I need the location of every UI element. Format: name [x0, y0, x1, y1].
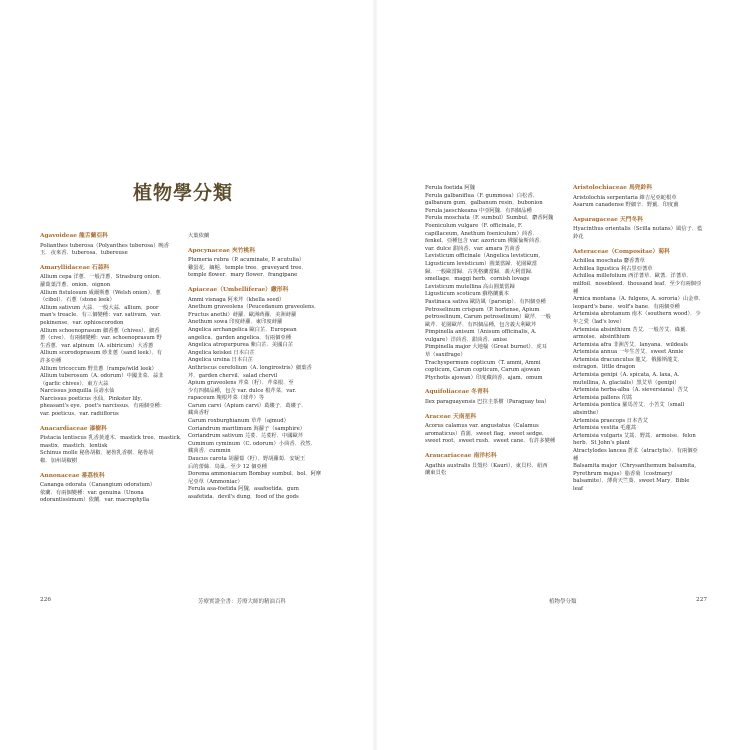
species-entry-line: Artemisia vulgaris 艾蒿．野蒿．armoise．felon — [573, 432, 696, 439]
species-entry-line: Schinus molle 秘魯胡椒．祕魯乳香樹．秘魯胡 — [40, 450, 154, 457]
species-entry-line: Ferula jaeschkeana 中亞阿魏．有四個品種 — [425, 207, 532, 214]
species-entry-line: Angelica archangelica 歐白芷．European — [188, 326, 297, 333]
family-section — [573, 217, 705, 242]
species-entry-line: Foeniculum vulgare（F. officinale, F. — [425, 222, 523, 229]
species-entry-line: 椒．加州胡椒樹 — [40, 458, 78, 465]
running-head-right: 植物學分類 — [549, 599, 577, 605]
species-entry-line: 草（saxifrage） — [425, 352, 466, 359]
species-entry-line: Artemisia afra 非洲苦艾．lanyana．wildeals — [573, 341, 688, 348]
species-entry-line: capillaceum, Anethum foeniculum）茴香． — [425, 230, 538, 237]
family-section — [188, 248, 316, 280]
species-entry-line: Achillea millefolium 西洋蓍草．歐蓍．洋蓍草． — [573, 273, 692, 280]
species-entry-line: 年之愛（lad's love） — [573, 318, 625, 325]
family-section — [40, 233, 169, 258]
species-entry-line: balsamite）．薄荷天竺葵．sweet Mary．Bible — [573, 478, 690, 485]
family-heading: Araceae 天南星科 — [425, 413, 477, 420]
species-entry-line: Balsamita major（Chrysanthemum balsamita, — [573, 463, 697, 470]
species-entry-line: Artemisia pontica 羅馬苦艾．小苦艾（small — [573, 402, 685, 409]
species-entry-line: Artemisia abrotanum 南木（southern wood）．少 — [573, 311, 701, 318]
species-entry-line: Allium tuberosum（A. odorum）中國韭菜．蒜韭 — [40, 373, 164, 380]
species-entry-line: Levisticum mutellina 高山圓葉當歸 — [425, 283, 515, 290]
species-entry-line: 蘿蔔葉洋蔥．onion．oignon — [40, 281, 111, 288]
species-entry-line: 種 — [573, 288, 579, 295]
family-heading: Araucariaceae 南洋杉科 — [425, 453, 497, 459]
species-entry-line: vulgare）洋茴香．甜茴香．anise — [425, 336, 508, 343]
species-entry-line: mutellina, A. glacialis）黑艾草（genipi） — [573, 379, 680, 386]
family-section — [425, 389, 555, 406]
species-entry-line: Fructus anethi）蒔蘿．歐洲蒔蘿．美洲蒔蘿 — [188, 311, 297, 318]
species-entry-line: Levisticum officinale（Angelica levisticum, — [425, 253, 541, 260]
family-section — [573, 249, 705, 494]
species-entry-line: man's treacle．有三個變種：var. sativum．var. — [40, 312, 161, 319]
species-entry-line: Daucus carota 胡蘿蔔（籽）．野胡蘿蔔．安妮王 — [188, 456, 306, 463]
species-entry-line: 后的蕾絲．鳥巢．至少 12 個亞種 — [188, 463, 267, 470]
species-entry-line: 許多亞種 — [40, 357, 62, 364]
right-column-1 — [425, 185, 555, 485]
species-entry-line: Pimpinella major 大地榆（Great burnet）．虎耳 — [425, 344, 547, 351]
species-entry-line: （cibol）．石蔥（stone leek） — [40, 297, 115, 304]
species-entry-line: Pimpinella anisum（Anisum officinalis, A. — [425, 329, 537, 336]
species-entry-line: Dorema ammoniacum Bombay sumbul．bol．阿摩 — [188, 471, 322, 478]
species-entry-line: var. dulce 甜茴香．var. amara 苦茴香 — [425, 245, 521, 252]
species-entry-line: Aristolochia serpentaria 維吉尼亞蛇根草 — [573, 194, 677, 201]
species-entry-line: Carum roxburghianum 草芹（ajmud） — [188, 418, 289, 425]
species-entry-line: asafetida．devil's dung．food of the gods — [188, 494, 299, 500]
species-entry-line: 蘭東貝松 — [425, 470, 447, 477]
species-entry-line: Narcissus jonquilla 長壽水仙 — [40, 388, 115, 395]
left-column-1 — [40, 233, 186, 512]
right-page — [375, 0, 750, 750]
species-entry-line: Ferula galbaniflua（F. gummosa）白松香． — [425, 192, 538, 199]
species-entry-line: Petroselinum crispum（P. hortense, Apium — [425, 306, 540, 313]
species-entry-line: Ligusticum levisticum）圓葉當歸．花園歐當 — [425, 260, 538, 267]
species-entry-line: 大葉依蘭 — [188, 233, 210, 239]
species-entry-line: Angelica ursina 日本白芷 — [188, 357, 253, 364]
species-entry-line: Allium schoenoprasum 細香蔥（chives）．細香 — [40, 327, 160, 334]
family-heading: Aquifoliaceae 冬青科 — [425, 389, 489, 396]
species-entry-line: Angelica keiskei 日本白芷 — [188, 349, 255, 356]
species-entry-line: Allium tricoccum 野韭蔥（ramps/wild leek） — [40, 365, 157, 372]
species-entry-line: Anethum sowa 印度蒔蘿．東印度蒔蘿 — [188, 319, 283, 326]
species-entry-line: Pistacia lentiscus 乳香黃連木．mastick tree．mastick． — [40, 435, 186, 442]
species-entry-line: 雞蛋花．緬梔．temple tree．graveyard tree． — [188, 264, 307, 271]
species-entry-line: Ilex paraguayensis 巴拉圭茶樹（Paraguay tea） — [425, 399, 550, 406]
species-entry-line: milfoil．nosebleed．thousand leaf．至少有兩個亞 — [573, 280, 702, 287]
species-entry-line: Achillea ligustica 利古里亞蓍草 — [573, 265, 653, 272]
species-entry-line: Anethum graveolens（Peucedanum graveolens． — [188, 304, 320, 311]
species-entry-line: Artemisia genipi（A. spicata, A. laxa, A. — [573, 372, 680, 379]
species-entry-line: Trachyspermum copticum（T. ammi, Ammi — [425, 359, 541, 366]
species-entry-line: Narcissus poeticus 水仙．Pinkster lily． — [40, 395, 146, 402]
species-entry-line: Artemisia praecops 日本苦艾 — [573, 417, 648, 424]
species-entry-line: 歸．一般歐當歸．古英格蘭當歸．義大利當歸． — [425, 268, 537, 275]
species-entry-line: pekinense．var. ophioscorodon — [40, 319, 124, 326]
family-heading: Anacardiaceae 漆樹科 — [40, 425, 107, 432]
running-head-left: 芳療實證全書：芳療大師的精油百科 — [198, 599, 287, 605]
species-entry-line: Allium scorodoprasum 砂韭蔥（sand leek）．有 — [40, 350, 163, 357]
species-entry-line: 鈴花 — [573, 233, 584, 240]
species-entry-line: Ferula foetida 阿魏 — [425, 185, 475, 191]
species-entry-line: aromaticus）菖蒲．sweet flag．sweet sedge． — [425, 430, 548, 437]
species-entry-line: Ammi visnaga 阿米芹（khella seed） — [188, 296, 285, 303]
species-entry-line: armoise．absinthium — [573, 334, 630, 341]
species-entry-line: 尼亞草（Ammoniac） — [188, 478, 243, 485]
species-entry-line: 依蘭．有兩個變種：var. genuina（Unona — [40, 489, 144, 496]
family-section — [425, 414, 555, 446]
family-section — [425, 453, 555, 478]
species-entry-line: temple flower．mary flower．frangipane — [188, 272, 298, 279]
species-entry-line: Allium cepa 洋蔥．一般洋蔥．Strasburg onion． — [40, 274, 165, 281]
species-entry-line: Plumeria rubra（P. acuminate, P. acutulia） — [188, 257, 305, 264]
species-entry-line: 種 — [573, 455, 579, 462]
species-entry-line: Artemisia absinthium 苦艾．一般苦艾．綠薑． — [573, 326, 691, 333]
species-entry-line: sweet root．sweet rush．sweet cane．有許多變種 — [425, 438, 556, 445]
species-entry-line: Arnica montana（A. fulgens, A. sororia）山金車． — [573, 296, 705, 303]
species-entry-line: Apium graveolens 芹菜（籽）．芹菜根．至 — [188, 380, 294, 387]
species-entry-line: Artemisia pallens 印蒿 — [573, 394, 633, 401]
family-section — [188, 233, 316, 241]
species-entry-line: 芹．garden chervil．salad chervil — [188, 372, 278, 379]
species-entry-line: 藏茴香籽 — [188, 410, 210, 417]
family-heading: Apocynaceae 夾竹桃科 — [188, 247, 256, 254]
species-entry-line: Hyacinthus orientalis（Scilla nutans）風信子．藍 — [573, 226, 703, 233]
family-heading: Aristolochiaceae 馬兜鈴科 — [573, 185, 653, 191]
species-entry-line: fenkel．亞種包含 var. azoricum 佛羅倫斯茴香． — [425, 238, 545, 245]
species-entry-line: Coriandrum maritimum 海蘿子（samphire） — [188, 425, 305, 432]
species-entry-line: copticum, Carum copticum, Carum ajowan — [425, 367, 541, 374]
page-number-left: 226 — [40, 597, 52, 603]
species-entry-line: Acorus calamus var. angustatus（Calamus — [425, 423, 539, 430]
species-entry-line: odorantissimum）依蘭．var. macrophylla — [40, 497, 150, 504]
species-entry-line: Anthriscus cerefolium（A. longirostris）細葉香 — [188, 364, 312, 371]
species-entry-line: herb．St John's plant — [573, 440, 630, 447]
species-entry-line: Ferula moschata（F. sumbul）Sumbul．麝香阿魏 — [425, 215, 554, 222]
species-entry-line: Pyrethrum majus）脂香菊（costmary/ — [573, 470, 673, 477]
family-section — [188, 286, 322, 502]
left-column-2 — [188, 233, 322, 509]
species-entry-line: Coriandrum sativum 芫荽．芫荽籽．中國歐芹 — [188, 433, 304, 440]
species-entry-line: Ferula asa-foetida 阿魏．asafoetida．gum — [188, 486, 299, 493]
species-entry-line: Atractylodes lancea 蒼朮（atractylis）．有兩個亞 — [573, 448, 698, 454]
species-entry-line: Artemisia vestita 毛蓮蒿 — [573, 425, 637, 432]
species-entry-line: pheasant's eye．poet's narcissus．有兩個亞種： — [40, 403, 166, 410]
species-entry-line: Allium sativum 大蒜．一般大蒜．allium．poor — [40, 304, 159, 311]
species-entry-line: Achillea moschata 麝香蓍草 — [573, 258, 645, 265]
species-entry-line: 藏茴香．cummin — [188, 448, 231, 455]
family-section — [573, 185, 705, 210]
species-entry-line: Carum carvi（Apium carvi）葛縷子．葛縷子． — [188, 402, 307, 409]
species-entry-line: Artemisia herba-alba（A. sieversiana）苦艾 — [573, 387, 689, 394]
species-entry-line: Allium fistulosum 威爾斯蔥（Welsh onion）．蔥 — [40, 289, 161, 296]
species-entry-line: Artemisia annua 一年生苦艾．sweet Annie — [573, 349, 684, 356]
species-entry-line: absinthe） — [573, 410, 602, 417]
species-entry-line: Angelica atropurpurea 紫白芷．美國白芷 — [188, 342, 293, 349]
species-entry-line: Pastinaca sativa 歐防風（parsnip）．有四個亞種 — [425, 298, 546, 305]
species-entry-line: 歐芹．花園歐芹．有四個品種，包含義大利歐芹 — [425, 321, 537, 328]
family-section — [40, 265, 165, 419]
family-heading: Asteraceae（Compositae）菊科 — [573, 248, 670, 255]
species-entry-line: 生香蔥．var. alpinum（A. sibiricum）大香蔥 — [40, 342, 154, 349]
species-entry-line: Artemisia dracunculus 龍艾．俄羅斯龍艾． — [573, 356, 684, 363]
species-entry-line: angelica．garden angelica．有兩個亞種 — [188, 334, 291, 341]
species-entry-line: mastix．mastich．lentisk — [40, 442, 108, 449]
family-section — [40, 473, 165, 505]
species-entry-line: leopard's bane．wolf's bane．有兩個亞種 — [573, 303, 680, 310]
species-entry-line: leaf — [573, 485, 583, 492]
page-number-right: 227 — [696, 597, 708, 603]
family-heading: Asparagaceae 天門冬科 — [573, 216, 644, 223]
right-column-2 — [573, 185, 705, 501]
species-entry-line: 少有四個品種，包含 var. dulce 根芹菜．var. — [188, 387, 297, 394]
species-entry-line: estragon．little dragon — [573, 364, 636, 371]
species-entry-line: galbanum gum．galbanum resin．bubonion — [425, 200, 543, 207]
family-heading: Apiaceae（Umbelliferae）繖形科 — [188, 286, 289, 293]
family-heading: Annonaceae 番荔枝科 — [40, 472, 105, 479]
species-entry-line: rapaceum 塊根芹菜（球芹）等 — [188, 395, 265, 402]
species-entry-line: Ligusticum scoticum 蘇格蘭藁本 — [425, 291, 509, 298]
species-entry-line: var. poeticus．var. radiiflorus — [40, 411, 119, 418]
species-entry-line: Ptychotis ajowan）印度藏茴香．ajam．omum — [425, 374, 543, 381]
page-title: 植物學分類 — [133, 182, 234, 204]
family-section — [425, 185, 555, 382]
species-entry-line: 蔥（cive）．有兩個變種：var. schoenoprasum 野 — [40, 335, 162, 342]
species-entry-line: Agathis australis 貝殼杉（Kauri）．東貝杉．紐西 — [425, 462, 548, 469]
species-entry-line: （garlic chives）．東方大蒜 — [40, 380, 109, 387]
species-entry-line: smellage．maggi herb．cornish lovage — [425, 276, 530, 283]
species-entry-line: Polianthes tuberosa（Polyanthes tuberosa）晚香 — [40, 242, 169, 249]
family-heading: Agavoideae 龍舌蘭亞科 — [40, 233, 108, 239]
species-entry-line: 玉．夜來香．tuberosa．tubereuse — [40, 250, 128, 257]
family-section — [40, 425, 186, 466]
species-entry-line: Cuminum cyminum（C. odorum）小茴香．孜然． — [188, 440, 316, 447]
family-heading: Amaryllidaceae 石蒜科 — [40, 264, 110, 271]
species-entry-line: Asarum canadense 野細辛．野薑．印度薑 — [573, 202, 679, 209]
species-entry-line: Cananga odorata（Canangium odoratum） — [40, 482, 156, 489]
species-entry-line: petroselinum, Carum petroselinum）歐芹．一般 — [425, 314, 551, 321]
